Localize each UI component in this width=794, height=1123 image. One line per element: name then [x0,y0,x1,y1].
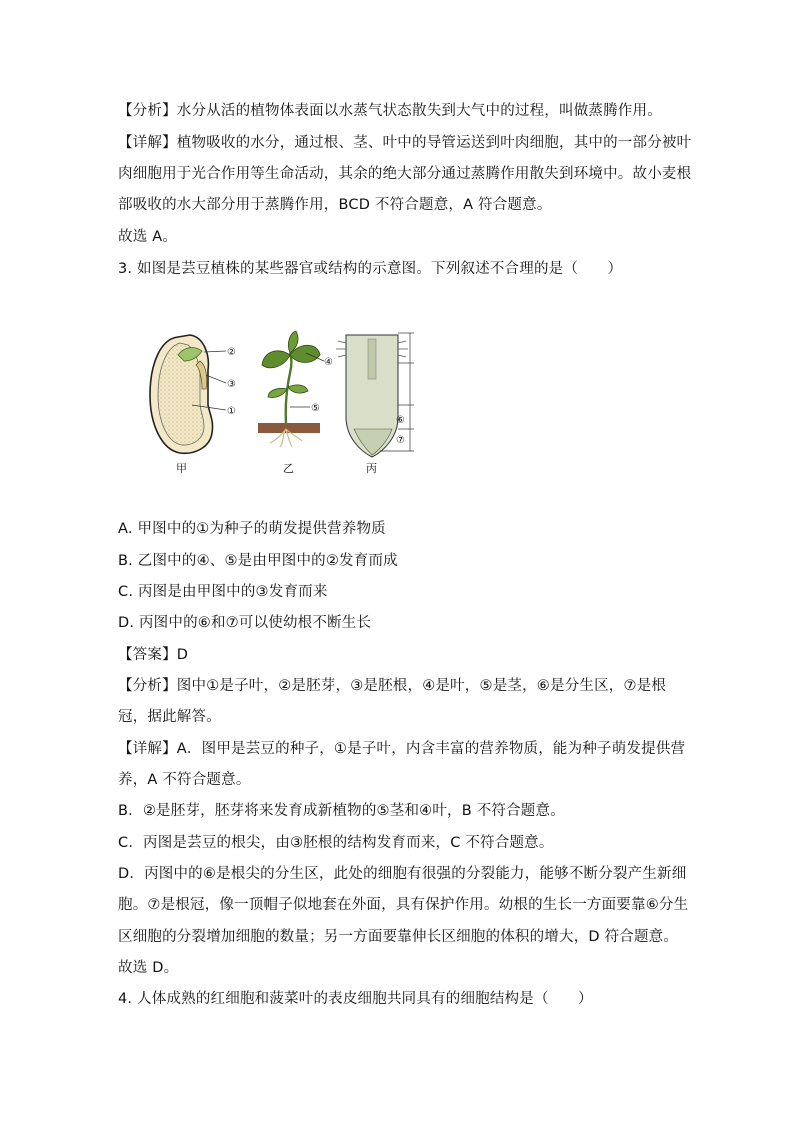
q2-detail-line-1: 【详解】植物吸收的水分，通过根、茎、叶中的导管运送到叶肉细胞，其中的一部分被叶 [118,135,692,151]
q3-detail-d-line-3: 区细胞的分裂增加细胞的数量；另一方面要靠伸长区细胞的体积的增大，D 符合题意。 [118,929,679,945]
label-yi: 乙 [283,462,294,475]
option-c: C. 丙图是由甲图中的③发育而来 [118,584,328,600]
q4-stem: 4. 人体成熟的红细胞和菠菜叶的表皮细胞共同具有的细胞结构是（ ） [118,991,593,1007]
marker-6: ⑥ [396,415,405,426]
cotyledon-right [288,385,308,393]
root-tip-diagram [336,333,414,475]
marker-3: ③ [227,379,236,390]
bean-plant-figure [140,325,430,480]
cotyledon-left [268,388,287,397]
seed-diagram [150,335,236,475]
marker-2: ② [227,347,236,358]
q3-detail-d-line-2: 胞。⑦是根冠，像一顶帽子似地套在外面，具有保护作用。幼根的生长一方面要靠⑥分生 [118,897,689,913]
q3-detail-c: C．丙图是芸豆的根尖，由③胚根的结构发育而来，C 不符合题意。 [118,835,554,851]
q3-analysis-line-2: 冠，据此解答。 [118,709,221,725]
marker-7: ⑦ [396,435,405,446]
q2-analysis: 【分析】水分从活的植物体表面以水蒸气状态散失到大气中的过程，叫做蒸腾作用。 [118,103,662,119]
label-jia: 甲 [176,462,187,475]
q3-analysis-line-1: 【分析】图中①是子叶，②是胚芽，③是胚根，④是叶，⑤是茎，⑥是分生区，⑦是根 [118,678,667,694]
marker-5: ⑤ [311,403,320,414]
q3-choice: 故选 D。 [118,960,179,976]
q2-detail-line-3: 部吸收的水大部分用于蒸腾作用，BCD 不符合题意，A 符合题意。 [118,197,552,213]
q3-detail-b: B．②是胚芽，胚芽将来发育成新植物的⑤茎和④叶，B 不符合题意。 [118,803,565,819]
q2-detail-line-2: 肉细胞用于光合作用等生命活动，其余的绝大部分通过蒸腾作用散失到环境中。故小麦根 [118,166,692,182]
leaf-left [262,351,290,368]
q3-answer: 【答案】D [118,647,189,663]
option-d: D. 丙图中的⑥和⑦可以使幼根不断生长 [118,615,372,631]
marker-4: ④ [324,357,333,368]
seedling-diagram [258,331,333,475]
marker-1: ① [227,406,236,417]
q3-detail-a-line-1: 【详解】A．图甲是芸豆的种子，①是子叶，内含丰富的营养物质，能为种子萌发提供营 [118,741,686,757]
option-a: A. 甲图中的①为种子的萌发提供营养物质 [118,521,386,537]
q3-stem: 3. 如图是芸豆植株的某些器官或结构的示意图。下列叙述不合理的是（ ） [118,261,623,277]
vascular-core [368,339,376,379]
q3-detail-d-line-1: D．丙图中的⑥是根尖的分生区，此处的细胞有很强的分裂能力，能够不断分裂产生新细 [118,866,687,882]
q3-detail-a-line-2: 养，A 不符合题意。 [118,772,251,788]
label-bing: 丙 [366,462,377,475]
bean-plant-diagram [140,325,430,480]
q2-choice: 故选 A。 [118,229,178,245]
option-b: B. 乙图中的④、⑤是由甲图中的②发育而成 [118,553,398,569]
